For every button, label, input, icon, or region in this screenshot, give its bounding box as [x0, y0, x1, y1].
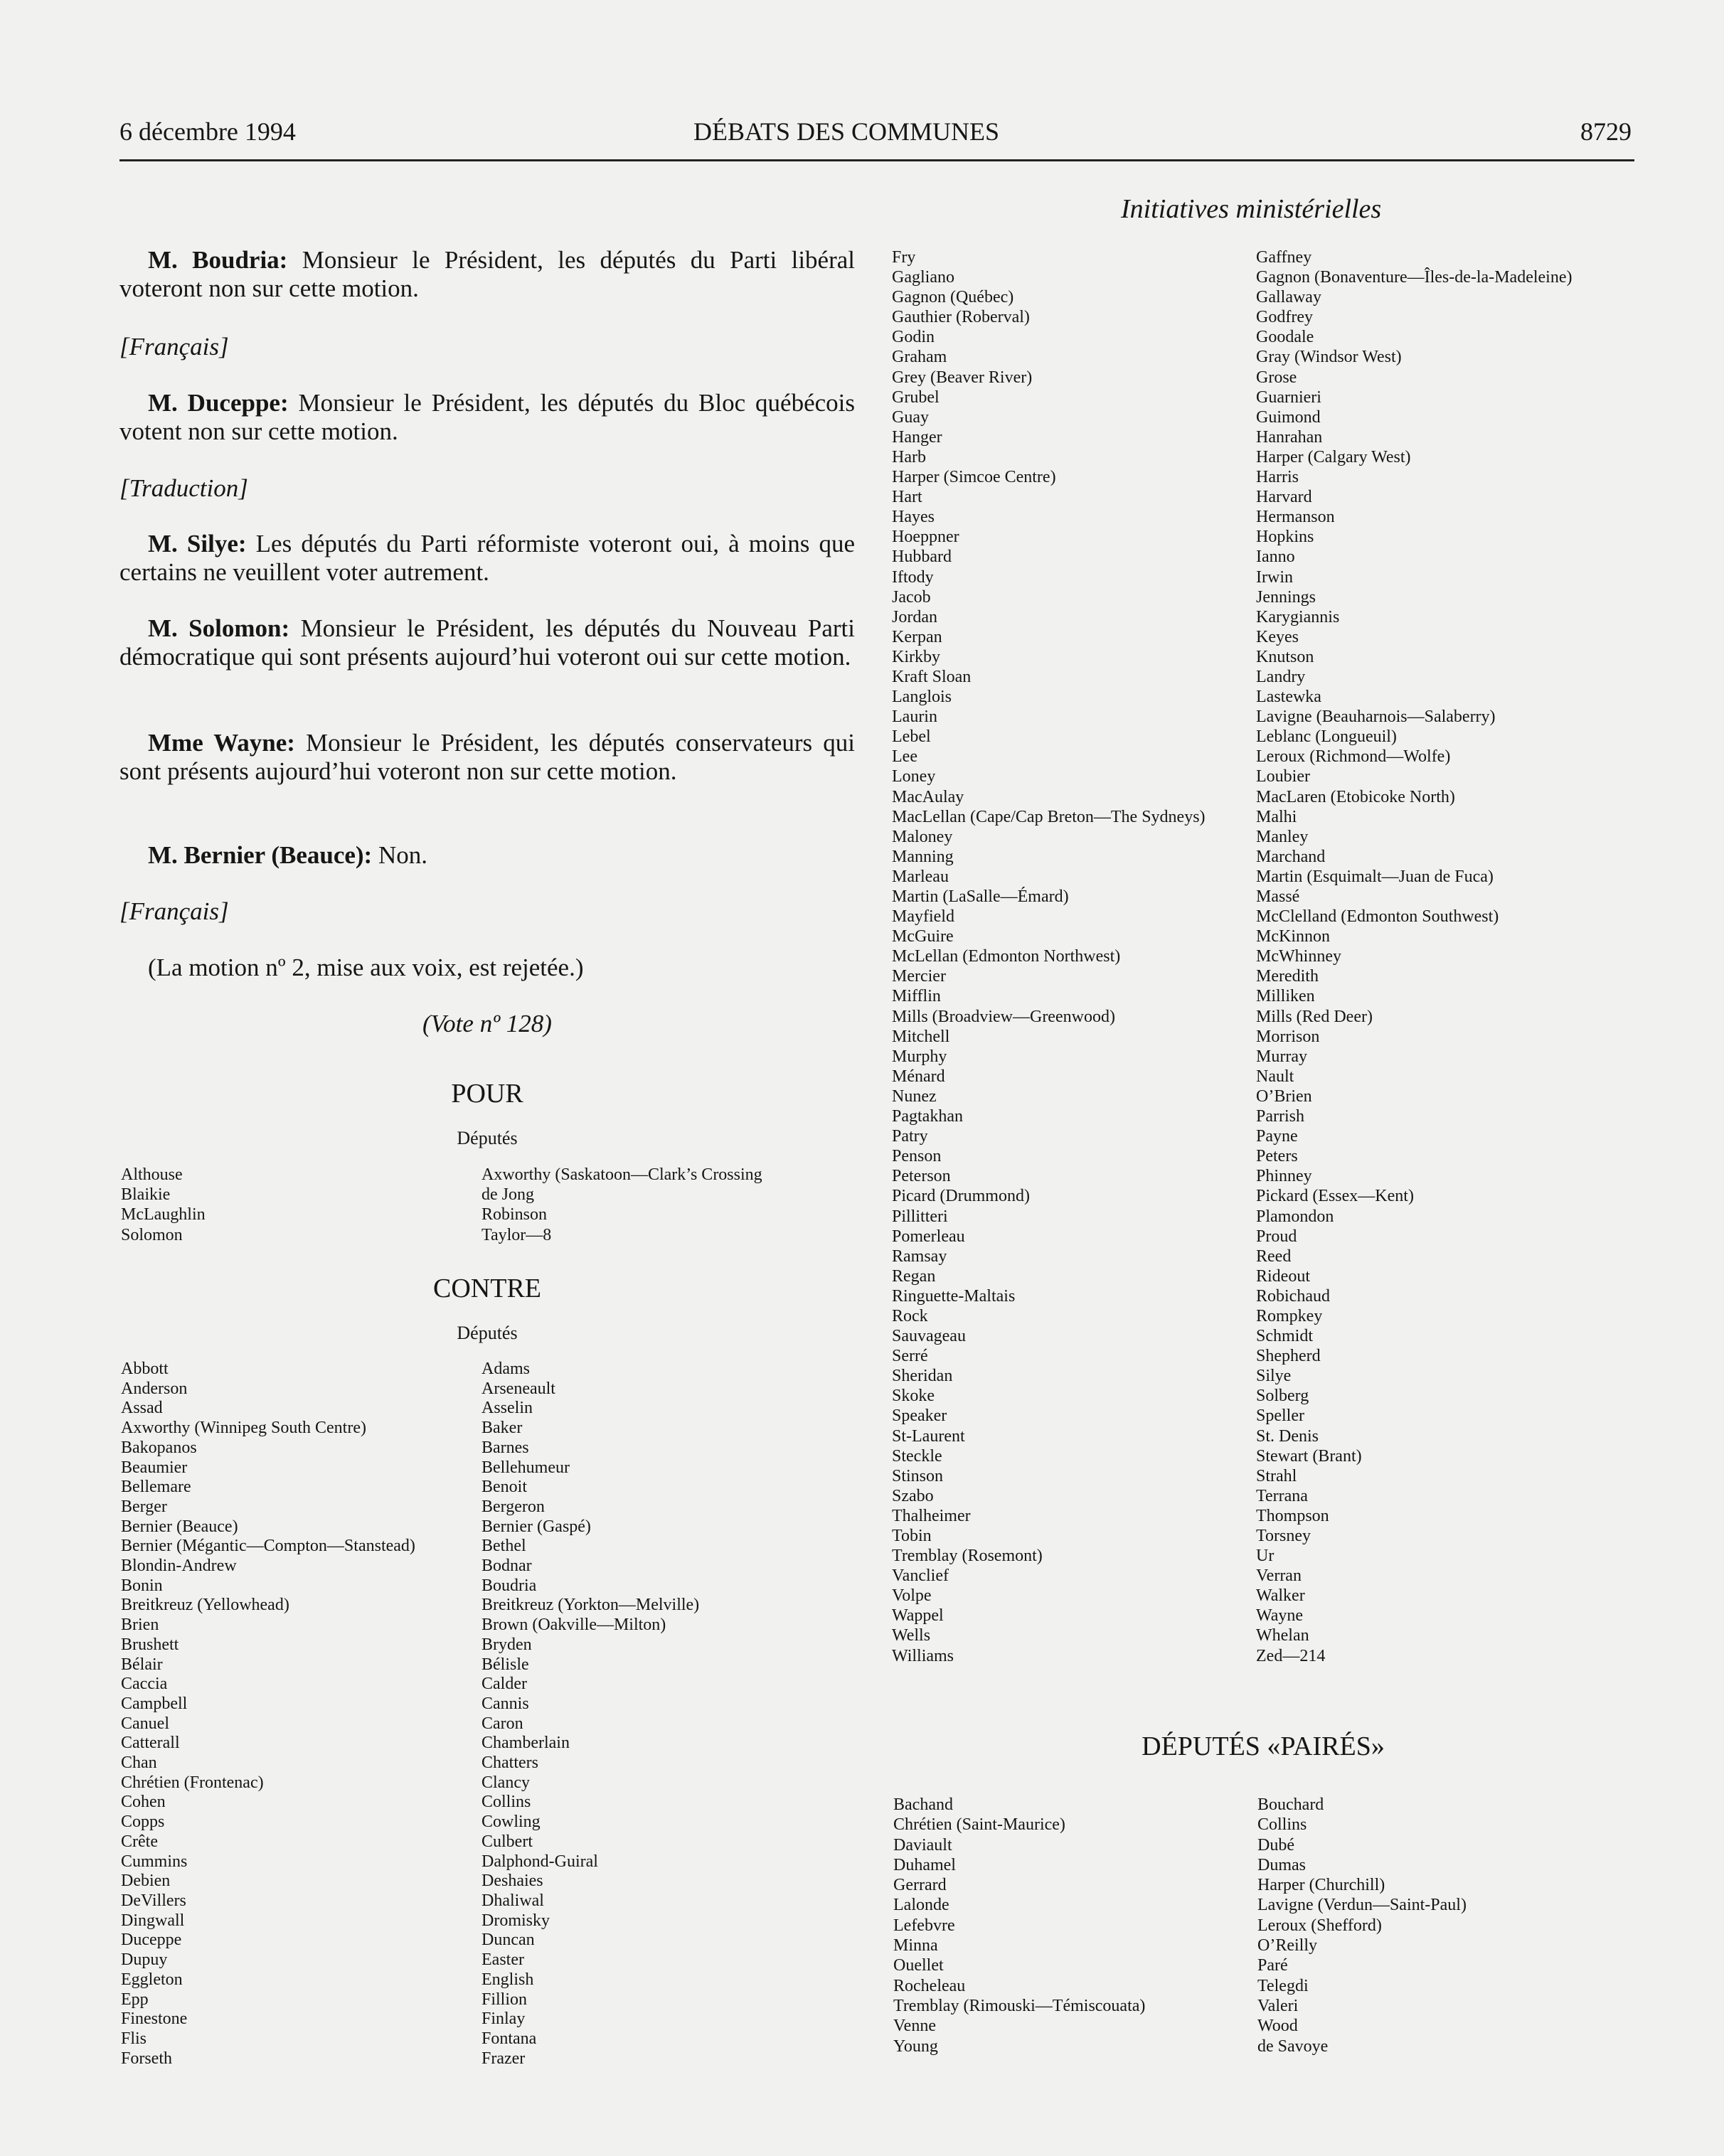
member-name: Pickard (Essex—Kent) [1256, 1187, 1414, 1206]
member-name: Bernier (Beauce) [121, 1517, 238, 1536]
member-name: Chan [121, 1754, 157, 1773]
member-name: Chatters [481, 1754, 538, 1773]
member-name: Telegdi [1257, 1976, 1309, 1995]
member-name: Bernier (Gaspé) [481, 1517, 591, 1536]
statement-text: Monsieur le Président, les députés du Parti libéral voteront non sur cette motion. [119, 246, 855, 302]
member-name: Blondin-Andrew [121, 1557, 237, 1576]
member-name: Duncan [481, 1931, 535, 1950]
member-name: Jacob [892, 587, 931, 607]
member-name: Benoit [481, 1478, 527, 1497]
member-name: Lavigne (Beauharnois—Salaberry) [1256, 708, 1496, 727]
member-name: Dupuy [121, 1950, 168, 1970]
member-name: Cohen [121, 1793, 166, 1812]
member-name: Valeri [1257, 1996, 1299, 2015]
member-name: Deshaies [481, 1872, 543, 1891]
member-name: Harper (Calgary West) [1256, 447, 1411, 466]
member-name: Proud [1256, 1227, 1297, 1246]
member-name: Ur [1256, 1547, 1275, 1566]
member-name: Breitkreuz (Yellowhead) [121, 1596, 289, 1615]
member-name: Speaker [892, 1407, 947, 1426]
member-name: Anderson [121, 1379, 188, 1398]
member-name: Jordan [892, 607, 937, 626]
member-name: Finestone [121, 2010, 188, 2029]
member-name: Chrétien (Saint-Maurice) [893, 1815, 1065, 1835]
member-name: Karygiannis [1256, 607, 1340, 626]
member-name: Assad [121, 1399, 163, 1418]
member-name: Flis [121, 2029, 147, 2048]
member-name: Bachand [893, 1795, 953, 1814]
member-name: Knutson [1256, 647, 1314, 666]
member-name: Leblanc (Longueuil) [1256, 727, 1397, 747]
member-name: Phinney [1256, 1167, 1312, 1186]
member-name: Culbert [481, 1832, 533, 1851]
header-date: 6 décembre 1994 [119, 117, 296, 146]
section-label: Initiatives ministérielles [1121, 194, 1382, 224]
header-page-number: 8729 [1580, 117, 1632, 146]
language-note: [Français] [119, 333, 229, 361]
member-name: Gerrard [893, 1876, 947, 1895]
member-name: Mayfield [892, 907, 954, 927]
paired-heading: DÉPUTÉS «PAIRÉS» [1142, 1731, 1385, 1761]
member-name: Wayne [1256, 1606, 1304, 1626]
contre-heading: CONTRE [433, 1274, 541, 1303]
member-name: Harvard [1256, 488, 1312, 507]
member-name: Stinson [892, 1466, 944, 1485]
member-name: Hopkins [1256, 528, 1314, 547]
member-name: Barnes [481, 1438, 529, 1457]
member-name: Taylor—8 [481, 1225, 552, 1244]
member-name: Maloney [892, 827, 953, 846]
member-name: Shepherd [1256, 1347, 1321, 1366]
member-name: Pomerleau [892, 1227, 965, 1246]
member-name: Leroux (Shefford) [1257, 1916, 1382, 1935]
member-name: Keyes [1256, 627, 1299, 646]
member-name: Godin [892, 328, 935, 347]
header-rule [119, 159, 1634, 161]
member-name: Bellemare [121, 1478, 191, 1497]
member-name: Pillitteri [892, 1207, 948, 1226]
member-name: Penson [892, 1147, 942, 1166]
member-name: Paré [1257, 1956, 1288, 1975]
speaker-name: M. Bernier (Beauce): [148, 841, 373, 869]
member-name: Dromisky [481, 1911, 550, 1930]
statement-solomon [119, 614, 855, 671]
pour-list-col1 [121, 1165, 206, 1245]
member-name: Gauthier (Roberval) [892, 308, 1030, 327]
member-name: Patry [892, 1127, 928, 1146]
contre-list-col3 [892, 247, 1206, 1666]
member-name: Thalheimer [892, 1506, 971, 1525]
member-name: Silye [1256, 1367, 1292, 1386]
member-name: Clancy [481, 1773, 530, 1792]
pour-list-col2 [481, 1165, 762, 1245]
member-name: Martin (LaSalle—Émard) [892, 887, 1069, 906]
statement-silye [119, 530, 855, 587]
member-name: Beaumier [121, 1458, 188, 1477]
statement-wayne [119, 729, 855, 786]
member-name: Guay [892, 407, 929, 427]
member-name: Morrison [1256, 1027, 1320, 1046]
member-name: St. Denis [1256, 1426, 1319, 1446]
member-name: Volpe [892, 1586, 932, 1606]
pour-heading: POUR [451, 1079, 523, 1109]
member-name: Brien [121, 1616, 159, 1635]
member-name: Bellehumeur [481, 1458, 570, 1477]
member-name: Bonin [121, 1576, 163, 1595]
member-name: Grubel [892, 388, 940, 407]
statement-text: Monsieur le Président, les députés du Bloc québécois votent non sur cette motion. [119, 389, 855, 445]
member-name: Picard (Drummond) [892, 1187, 1030, 1206]
member-name: Godfrey [1256, 308, 1313, 327]
member-name: Meredith [1256, 967, 1319, 986]
member-name: Collins [1257, 1815, 1307, 1835]
member-name: English [481, 1970, 534, 1989]
member-name: Bethel [481, 1537, 526, 1556]
member-name: Wood [1257, 2017, 1298, 2036]
member-name: Williams [892, 1646, 954, 1665]
member-name: Chamberlain [481, 1734, 570, 1753]
member-name: Fontana [481, 2029, 537, 2048]
speaker-name: M. Solomon: [148, 614, 290, 642]
member-name: Kirkby [892, 647, 940, 666]
contre-list-col4 [1256, 247, 1572, 1666]
member-name: DeVillers [121, 1891, 186, 1910]
member-name: Caccia [121, 1675, 168, 1694]
member-name: Catterall [121, 1734, 180, 1753]
member-name: Kerpan [892, 627, 942, 646]
member-name: Duceppe [121, 1931, 182, 1950]
member-name: Peterson [892, 1167, 951, 1186]
member-name: Pagtakhan [892, 1107, 963, 1126]
member-name: McLaughlin [121, 1205, 206, 1224]
member-name: Canuel [121, 1714, 169, 1733]
member-name: Harris [1256, 468, 1299, 487]
member-name: Tremblay (Rosemont) [892, 1547, 1043, 1566]
member-name: Grose [1256, 368, 1297, 387]
member-name: Rompkey [1256, 1306, 1323, 1325]
member-name: Landry [1256, 667, 1306, 686]
member-name: de Jong [481, 1185, 534, 1205]
member-name: Copps [121, 1813, 165, 1832]
contre-list-col1 [121, 1360, 415, 2069]
member-name: Loubier [1256, 767, 1310, 786]
member-name: Kraft Sloan [892, 667, 972, 686]
member-name: Strahl [1256, 1466, 1297, 1485]
contre-list-col2 [481, 1360, 699, 2069]
member-name: Hubbard [892, 548, 952, 567]
statement-text: Les députés du Parti réformiste voteront oui, à moins que certains ne veuillent voter autrement. [119, 530, 856, 586]
member-name: Cummins [121, 1852, 188, 1871]
member-name: Dubé [1257, 1835, 1294, 1855]
member-name: Loney [892, 767, 936, 786]
member-name: Guimond [1256, 407, 1321, 427]
header-title: DÉBATS DES COMMUNES [693, 117, 1000, 146]
member-name: Walker [1256, 1586, 1305, 1606]
member-name: Serré [892, 1347, 928, 1366]
member-name: Young [893, 2037, 938, 2056]
member-name: Althouse [121, 1165, 183, 1184]
member-name: Steckle [892, 1446, 942, 1466]
member-name: Tremblay (Rimouski—Témiscouata) [893, 1996, 1146, 2015]
statement-text: Monsieur le Président, les députés du Nouveau Parti démocratique qui sont présents aujourd’hui voteront oui sur cette motion. [119, 614, 856, 671]
member-name: Schmidt [1256, 1327, 1314, 1346]
member-name: Regan [892, 1266, 936, 1286]
member-name: Rideout [1256, 1266, 1310, 1286]
speaker-name: Mme Wayne: [148, 729, 295, 757]
member-name: Dhaliwal [481, 1891, 544, 1910]
member-name: Ringuette-Maltais [892, 1286, 1016, 1306]
member-name: Easter [481, 1950, 524, 1970]
member-name: de Savoye [1257, 2037, 1329, 2056]
member-name: Mills (Broadview—Greenwood) [892, 1007, 1115, 1026]
member-name: Brushett [121, 1635, 179, 1654]
member-name: Martin (Esquimalt—Juan de Fuca) [1256, 867, 1494, 886]
member-name: Grey (Beaver River) [892, 368, 1033, 387]
member-name: Rocheleau [893, 1976, 966, 1995]
member-name: Bouchard [1257, 1795, 1324, 1814]
member-name: Bodnar [481, 1557, 532, 1576]
member-name: Plamondon [1256, 1207, 1334, 1226]
member-name: Whelan [1256, 1626, 1309, 1645]
member-name: Dingwall [121, 1911, 185, 1930]
member-name: Zed—214 [1256, 1646, 1326, 1665]
statement-text: Monsieur le Président, les députés conservateurs qui sont présents aujourd’hui voteront non sur cette motion. [119, 729, 855, 785]
member-name: Milliken [1256, 987, 1315, 1006]
member-name: Fry [892, 248, 916, 267]
member-name: Cannis [481, 1694, 529, 1713]
member-name: Skoke [892, 1387, 935, 1406]
member-name: Brown (Oakville—Milton) [481, 1616, 666, 1635]
member-name: O’Reilly [1257, 1936, 1317, 1955]
member-name: Gallaway [1256, 288, 1321, 307]
statement-bernier [119, 841, 855, 870]
member-name: Debien [121, 1872, 171, 1891]
member-name: Murray [1256, 1047, 1307, 1066]
member-name: Blaikie [121, 1185, 171, 1205]
member-name: Wappel [892, 1606, 944, 1626]
member-name: Manning [892, 847, 954, 866]
member-name: McLellan (Edmonton Northwest) [892, 947, 1121, 966]
member-name: Rock [892, 1306, 928, 1325]
member-name: Bernier (Mégantic—Compton—Stanstead) [121, 1537, 415, 1556]
member-name: Robinson [481, 1205, 548, 1224]
member-name: Bélair [121, 1655, 163, 1674]
pour-subheading: Députés [457, 1128, 518, 1148]
member-name: Lefebvre [893, 1916, 955, 1935]
member-name: Gagnon (Québec) [892, 288, 1014, 307]
member-name: Marchand [1256, 847, 1326, 866]
member-name: Malhi [1256, 807, 1297, 826]
member-name: Frazer [481, 2049, 526, 2068]
member-name: Harb [892, 447, 926, 466]
member-name: Lavigne (Verdun—Saint-Paul) [1257, 1896, 1467, 1915]
member-name: Dalphond-Guiral [481, 1852, 598, 1871]
member-name: Arseneault [481, 1379, 555, 1398]
member-name: Campbell [121, 1694, 188, 1713]
member-name: Hanger [892, 427, 942, 447]
member-name: Gagliano [892, 268, 954, 287]
language-note: [Français] [119, 897, 229, 925]
member-name: Mitchell [892, 1027, 950, 1046]
member-name: McWhinney [1256, 947, 1341, 966]
member-name: St-Laurent [892, 1426, 965, 1446]
member-name: Harper (Simcoe Centre) [892, 468, 1056, 487]
member-name: Caron [481, 1714, 523, 1733]
member-name: MacLellan (Cape/Cap Breton—The Sydneys) [892, 807, 1206, 826]
member-name: Nault [1256, 1067, 1294, 1086]
member-name: Bryden [481, 1635, 532, 1654]
paired-list-col1 [893, 1795, 1145, 2056]
language-note: [Traduction] [119, 474, 248, 502]
contre-subheading: Députés [457, 1323, 518, 1343]
member-name: Peters [1256, 1147, 1298, 1166]
member-name: Parrish [1256, 1107, 1304, 1126]
member-name: Daviault [893, 1835, 952, 1855]
member-name: Minna [893, 1936, 938, 1955]
member-name: Sauvageau [892, 1327, 966, 1346]
member-name: Solomon [121, 1225, 183, 1244]
member-name: Bakopanos [121, 1438, 197, 1457]
member-name: Eggleton [121, 1970, 183, 1989]
member-name: Marleau [892, 867, 949, 886]
member-name: Robichaud [1256, 1286, 1330, 1306]
member-name: Berger [121, 1497, 167, 1516]
member-name: Manley [1256, 827, 1309, 846]
member-name: Axworthy (Saskatoon—Clark’s Crossing [481, 1165, 762, 1184]
member-name: Terrana [1256, 1486, 1308, 1505]
member-name: Finlay [481, 2010, 526, 2029]
member-name: Fillion [481, 1990, 528, 2009]
member-name: Boudria [481, 1576, 537, 1595]
member-name: Hayes [892, 508, 935, 527]
member-name: MacAulay [892, 787, 964, 806]
member-name: Tobin [892, 1527, 932, 1545]
member-name: Adams [481, 1360, 530, 1378]
member-name: Irwin [1256, 567, 1293, 587]
member-name: O’Brien [1256, 1087, 1312, 1106]
member-name: Thompson [1256, 1506, 1329, 1525]
member-name: Collins [481, 1793, 531, 1812]
member-name: Gaffney [1256, 248, 1312, 267]
member-name: Calder [481, 1675, 527, 1694]
member-name: Epp [121, 1990, 149, 2009]
member-name: Murphy [892, 1047, 947, 1066]
member-name: Ménard [892, 1067, 945, 1086]
member-name: Hoeppner [892, 528, 959, 547]
member-name: Bélisle [481, 1655, 529, 1674]
member-name: Verran [1256, 1567, 1302, 1586]
member-name: McGuire [892, 927, 954, 946]
member-name: Venne [893, 2017, 936, 2036]
member-name: Massé [1256, 887, 1300, 906]
member-name: Ouellet [893, 1956, 944, 1975]
member-name: Axworthy (Winnipeg South Centre) [121, 1419, 366, 1438]
member-name: Reed [1256, 1247, 1292, 1266]
member-name: Lastewka [1256, 688, 1321, 707]
member-name: McKinnon [1256, 927, 1330, 946]
member-name: Guarnieri [1256, 388, 1321, 407]
member-name: Lee [892, 747, 917, 767]
statement-duceppe [119, 389, 855, 446]
member-name: Leroux (Richmond—Wolfe) [1256, 747, 1451, 767]
member-name: Chrétien (Frontenac) [121, 1773, 264, 1792]
member-name: Payne [1256, 1127, 1298, 1146]
paired-list-col2 [1257, 1795, 1467, 2056]
member-name: Cowling [481, 1813, 541, 1832]
member-name: Vanclief [892, 1567, 949, 1586]
member-name: Mercier [892, 967, 946, 986]
member-name: Ianno [1256, 548, 1295, 567]
member-name: Speller [1256, 1407, 1304, 1426]
member-name: Forseth [121, 2049, 172, 2068]
member-name: Solberg [1256, 1387, 1309, 1406]
speaker-name: M. Boudria: [148, 246, 288, 274]
member-name: Dumas [1257, 1855, 1306, 1874]
member-name: Mills (Red Deer) [1256, 1007, 1373, 1026]
member-name: Langlois [892, 688, 952, 707]
vote-label: (Vote nº 128) [422, 1010, 552, 1037]
member-name: Stewart (Brant) [1256, 1446, 1362, 1466]
member-name: Asselin [481, 1399, 533, 1418]
statement-text: Non. [378, 841, 427, 869]
member-name: Hart [892, 488, 922, 507]
member-name: Duhamel [893, 1855, 956, 1874]
member-name: Laurin [892, 708, 937, 727]
member-name: Bergeron [481, 1497, 545, 1516]
member-name: Wells [892, 1626, 931, 1645]
member-name: Nunez [892, 1087, 937, 1106]
member-name: MacLaren (Etobicoke North) [1256, 787, 1455, 806]
member-name: Iftody [892, 567, 934, 587]
member-name: Hermanson [1256, 508, 1335, 527]
motion-result: (La motion nº 2, mise aux voix, est rejetée.) [148, 954, 584, 981]
member-name: Crête [121, 1832, 158, 1851]
member-name: Hanrahan [1256, 427, 1323, 447]
member-name: Sheridan [892, 1367, 953, 1386]
member-name: Ramsay [892, 1247, 947, 1266]
member-name: Szabo [892, 1486, 934, 1505]
member-name: Harper (Churchill) [1257, 1876, 1385, 1895]
member-name: McClelland (Edmonton Southwest) [1256, 907, 1499, 927]
member-name: Lebel [892, 727, 931, 747]
member-name: Abbott [121, 1360, 169, 1378]
speaker-name: M. Silye: [148, 530, 247, 557]
member-name: Jennings [1256, 587, 1316, 607]
member-name: Graham [892, 348, 947, 367]
member-name: Baker [481, 1419, 523, 1438]
speaker-name: M. Duceppe: [148, 389, 289, 417]
member-name: Breitkreuz (Yorkton—Melville) [481, 1596, 700, 1615]
member-name: Mifflin [892, 987, 941, 1006]
member-name: Gagnon (Bonaventure—Îles-de-la-Madeleine) [1256, 268, 1573, 287]
statement-boudria [119, 246, 855, 303]
member-name: Goodale [1256, 328, 1314, 347]
member-name: Torsney [1256, 1527, 1311, 1545]
member-name: Gray (Windsor West) [1256, 348, 1402, 367]
member-name: Lalonde [893, 1896, 949, 1915]
